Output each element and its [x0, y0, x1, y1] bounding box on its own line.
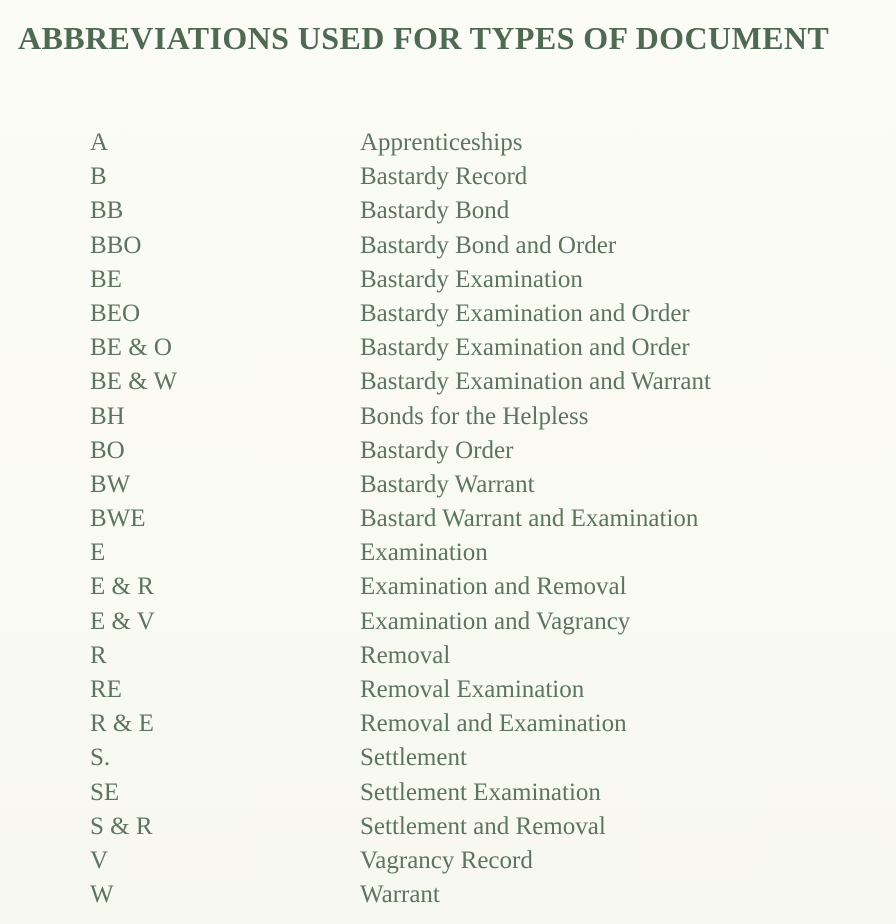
- list-item: [0, 468, 896, 502]
- abbreviation-code: BBO: [90, 231, 142, 259]
- list-item: [0, 605, 896, 639]
- list-item: [0, 776, 896, 810]
- abbreviation-code: E: [90, 539, 106, 567]
- abbreviation-code: BE: [90, 265, 122, 293]
- abbreviation-meaning: Warrant: [360, 881, 440, 909]
- abbreviation-list: [0, 126, 896, 912]
- list-item: [0, 229, 896, 263]
- abbreviation-meaning: Bastardy Examination and Order: [360, 334, 690, 362]
- page-title: ABBREVIATIONS USED FOR TYPES OF DOCUMENT: [18, 20, 830, 56]
- abbreviation-code: B: [90, 163, 107, 191]
- abbreviation-code: R & E: [90, 710, 154, 738]
- abbreviation-code: S & R: [90, 812, 153, 840]
- abbreviation-code: BB: [90, 197, 124, 225]
- abbreviation-code: SE: [90, 778, 120, 806]
- list-item: [0, 434, 896, 468]
- abbreviation-code: BE & W: [90, 368, 178, 396]
- list-item: [0, 810, 896, 844]
- abbreviation-code: E & V: [90, 607, 155, 635]
- abbreviation-code: R: [90, 641, 107, 669]
- abbreviation-meaning: Bastardy Bond: [360, 197, 510, 225]
- abbreviation-code: V: [90, 846, 109, 874]
- list-item: [0, 331, 896, 365]
- abbreviation-meaning: Bonds for the Helpless: [360, 402, 589, 430]
- list-item: [0, 126, 896, 160]
- abbreviation-meaning: Settlement Examination: [360, 778, 601, 806]
- abbreviation-meaning: Removal Examination: [360, 676, 585, 703]
- abbreviation-meaning: Apprenticeships: [360, 129, 523, 156]
- abbreviation-code: A: [90, 129, 109, 156]
- abbreviation-code: BO: [90, 436, 125, 464]
- abbreviation-meaning: Removal and Examination: [360, 710, 627, 738]
- abbreviation-meaning: Vagrancy Record: [360, 846, 533, 874]
- abbreviation-meaning: Bastard Warrant and Examination: [360, 505, 699, 533]
- list-item: [0, 707, 896, 741]
- list-item: [0, 536, 896, 570]
- abbreviation-code: W: [90, 881, 114, 909]
- list-item: [0, 365, 896, 399]
- list-item: [0, 844, 896, 878]
- abbreviation-code: BEO: [90, 299, 140, 327]
- abbreviation-meaning: Examination and Vagrancy: [360, 607, 631, 635]
- list-item: [0, 502, 896, 536]
- list-item: [0, 673, 896, 707]
- abbreviation-code: BWE: [90, 505, 146, 533]
- list-item: [0, 160, 896, 194]
- abbreviation-meaning: Bastardy Order: [360, 436, 514, 464]
- abbreviation-meaning: Examination and Removal: [360, 573, 627, 601]
- abbreviation-meaning: Bastardy Bond and Order: [360, 231, 617, 259]
- abbreviation-code: S.: [90, 744, 111, 772]
- abbreviation-meaning: Bastardy Examination: [360, 265, 583, 293]
- list-item: [0, 741, 896, 775]
- abbreviation-meaning: Settlement: [360, 744, 467, 772]
- abbreviation-code: BH: [90, 402, 125, 430]
- abbreviation-code: E & R: [90, 573, 154, 601]
- abbreviation-meaning: Bastardy Warrant: [360, 470, 535, 498]
- abbreviation-meaning: Removal: [360, 641, 451, 669]
- abbreviation-meaning: Bastardy Examination and Order: [360, 299, 690, 327]
- abbreviation-meaning: Bastardy Examination and Warrant: [360, 368, 711, 396]
- abbreviation-meaning: Settlement and Removal: [360, 812, 606, 840]
- list-item: [0, 263, 896, 297]
- list-item: [0, 297, 896, 331]
- list-item: [0, 639, 896, 673]
- abbreviation-code: BE & O: [90, 334, 172, 362]
- abbreviation-code: RE: [90, 676, 122, 703]
- list-item: [0, 400, 896, 434]
- abbreviation-meaning: Bastardy Record: [360, 163, 528, 191]
- list-item: [0, 194, 896, 228]
- list-item: [0, 878, 896, 912]
- abbreviation-code: BW: [90, 470, 131, 498]
- list-item: [0, 570, 896, 604]
- abbreviation-meaning: Examination: [360, 539, 488, 567]
